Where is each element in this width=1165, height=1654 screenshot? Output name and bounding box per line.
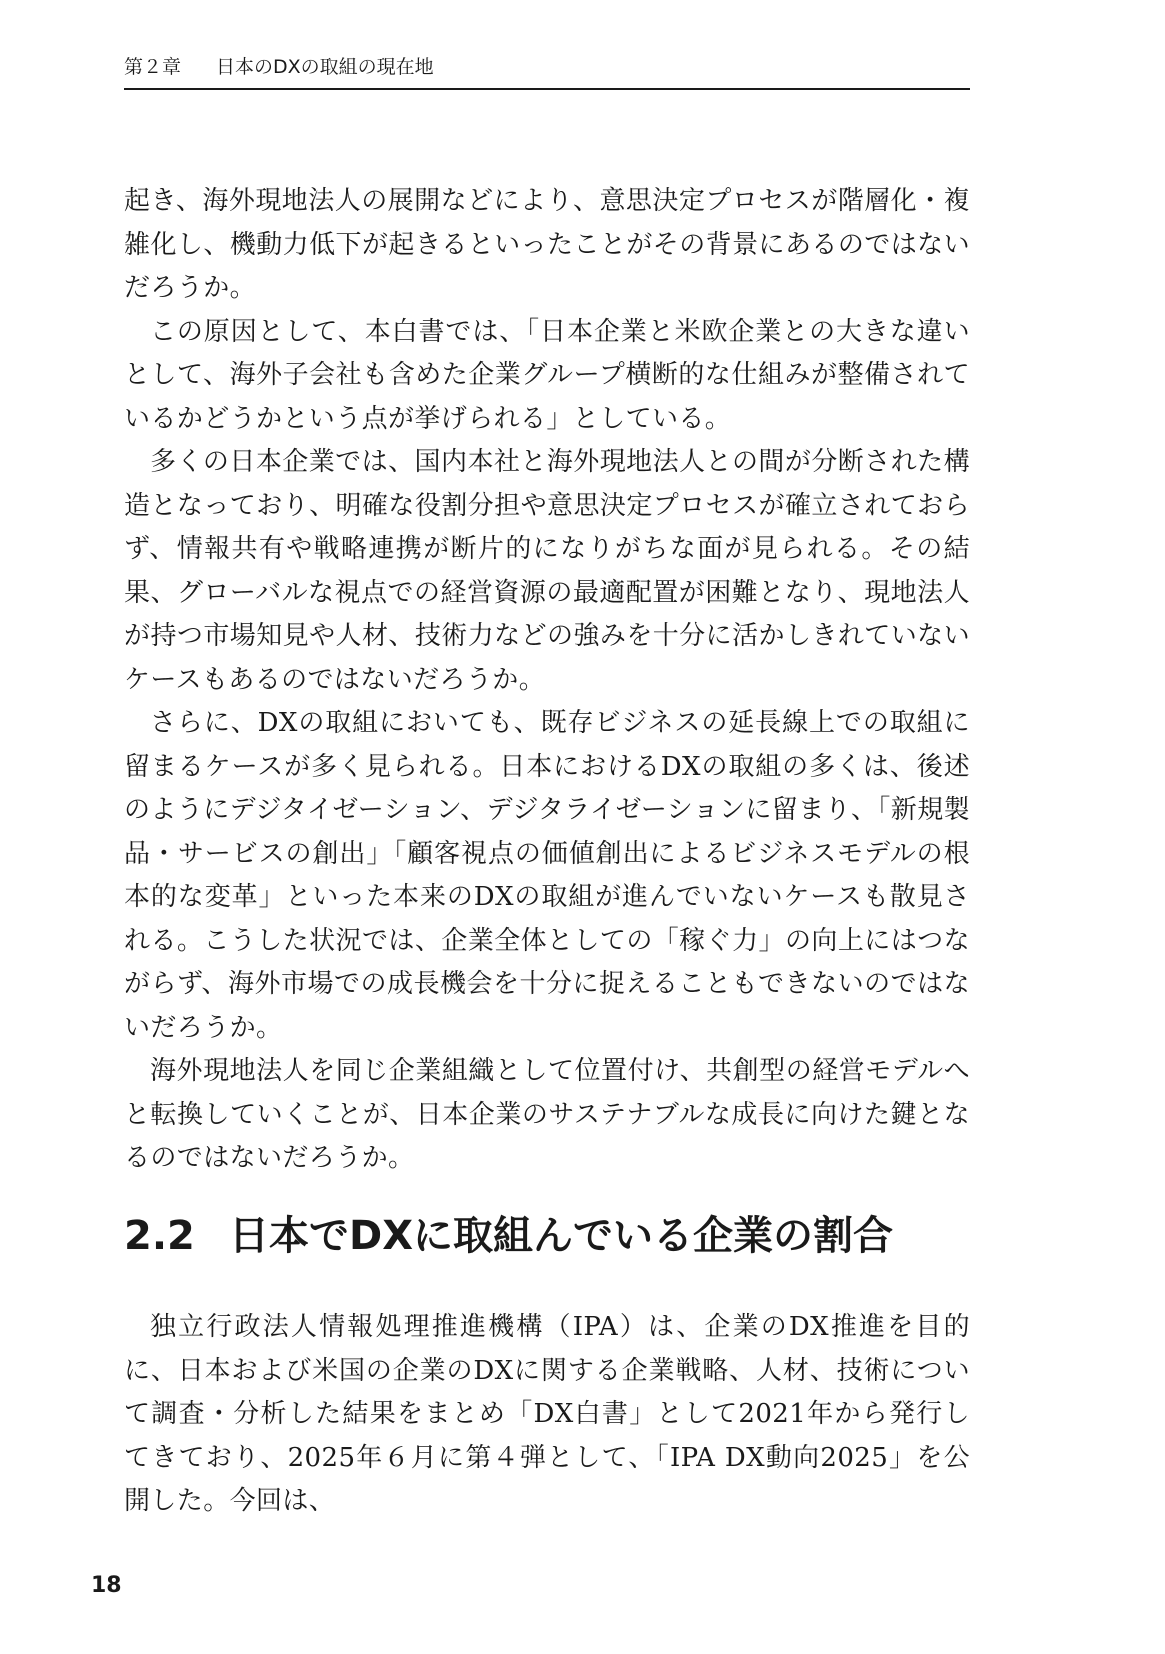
paragraph: 海外現地法人を同じ企業組織として位置付け、共創型の経営モデルへと転換していくことが、日本企業のサステナブルな成長に向けた鍵となるのではないだろうか。 [124, 1056, 970, 1173]
section-number: 2.2 [124, 1213, 195, 1259]
paragraph: 多くの日本企業では、国内本社と海外現地法人との間が分断された構造となっており、明確な役割分担や意思決定プロセスが確立されておらず、情報共有や戦略連携が断片的になりがちな面が見られる。その結果、グローバルな視点での経営資源の最適配置が困難となり、現地法人が持つ市場知見や人材、技術力などの強みを十分に活かしきれていないケースもあるのではないだろうか。 [124, 447, 970, 695]
paragraph: 起き、海外現地法人の展開などにより、意思決定プロセスが階層化・複雑化し、機動力低下が起きるといったことがその背景にあるのではないだろうか。 [124, 186, 970, 303]
page-number: 18 [91, 1573, 122, 1598]
section-heading [124, 1208, 970, 1264]
body-text-block [124, 180, 970, 1181]
running-header [124, 52, 970, 90]
paragraph: さらに、DXの取組においても、既存ビジネスの延長線上での取組に留まるケースが多く見られる。日本におけるDXの取組の多くは、後述のようにデジタイゼーション、デジタライゼーションに留まり、「新規製品・サービスの創出」「顧客視点の価値創出によるビジネスモデルの根本的な変革」といった本来のDXの取組が進んでいないケースも散見される。こうした状況では、企業全体としての「稼ぐ力」の向上にはつながらず、海外市場での成長機会を十分に捉えることもできないのではないだろうか。 [124, 708, 970, 1043]
chapter-label: 第２章 [124, 56, 182, 78]
section-title: 日本でDXに取組んでいる企業の割合 [229, 1213, 894, 1259]
body-text-block [124, 1306, 970, 1524]
paragraph: この原因として、本白書では、「日本企業と米欧企業との大きな違いとして、海外子会社も含めた企業グループ横断的な仕組みが整備されているかどうかという点が挙げられる」としている。 [124, 316, 970, 434]
chapter-title: 日本のDXの取組の現在地 [216, 56, 434, 78]
paragraph: 独立行政法人情報処理推進機構（IPA）は、企業のDX推進を目的に、日本および米国の企業のDXに関する企業戦略、人材、技術について調査・分析した結果をまとめ「DX白書」として2021年から発行してきており、2025年６月に第４弾として、「IPA DX動向2025」を公開した。今回は、 [124, 1312, 970, 1516]
